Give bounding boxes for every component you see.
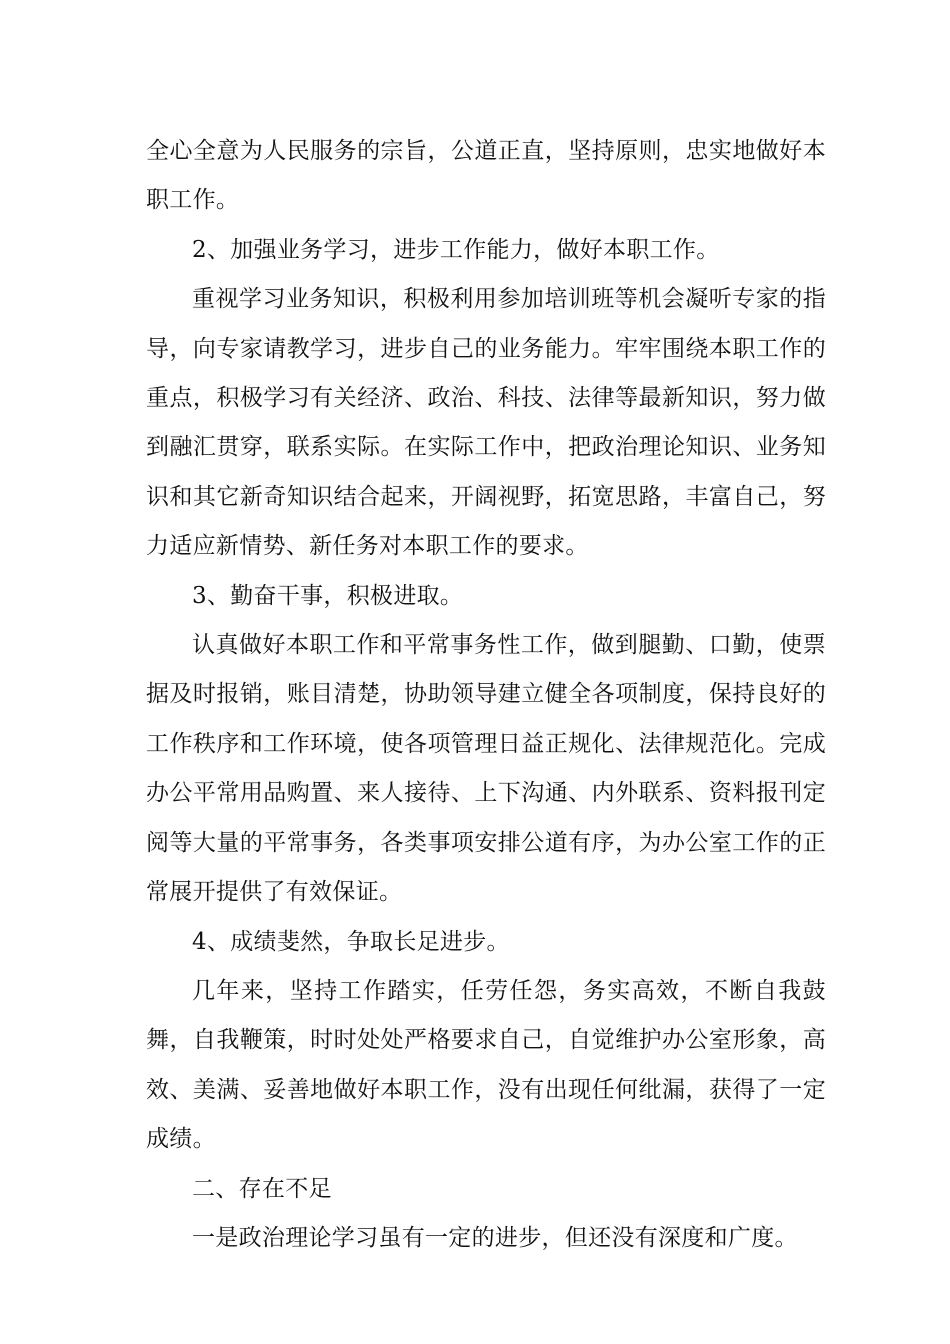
paragraph-shortcomings: 一是政治理论学习虽有一定的进步，但还没有深度和广度。 (192, 1224, 798, 1251)
paragraph-diligence: 认真做好本职工作和平常事务性工作，做到腿勤、口勤，使票据及时报销，账目清楚，协助领导建立健全各项制度，保持良好的工作秩序和工作环境，使各项管理日益正规化、法律规范化。完成办公平常用品购置、来人接待、上下沟通、内外联系、资料报刊定阅等大量的平常事务，各类事项安排公道有序，为办公室工作的正常展开提供了有效保证。 (146, 632, 826, 906)
section-heading-study: 2、加强业务学习，进步工作能力，做好本职工作。 (192, 236, 720, 263)
paragraph-achievements: 几年来，坚持工作踏实，任劳任怨，务实高效，不断自我鼓舞，自我鞭策，时时处处严格要求自己，自觉维护办公室形象，高效、美满、妥善地做好本职工作，没有出现任何纰漏，获得了一定成绩。 (146, 977, 826, 1153)
section-heading-diligence: 3、勤奋干事，积极进取。 (192, 582, 464, 609)
paragraph-continuation: 全心全意为人民服务的宗旨，公道正直，坚持原则，忠实地做好本职工作。 (146, 138, 826, 214)
section-heading-shortcomings: 二、存在不足 (192, 1175, 332, 1202)
paragraph-study: 重视学习业务知识，积极利用参加培训班等机会凝听专家的指导，向专家请教学习，进步自己的业务能力。牢牢围绕本职工作的重点，积极学习有关经济、政治、科技、法律等最新知识，努力做到融汇贯穿，联系实际。在实际工作中，把政治理论知识、业务知识和其它新奇知识结合起来，开阔视野，拓宽思路，丰富自己，努力适应新情势、新任务对本职工作的要求。 (146, 286, 826, 560)
section-heading-achievements: 4、成绩斐然，争取长足进步。 (192, 928, 510, 955)
document-body (146, 127, 826, 1263)
